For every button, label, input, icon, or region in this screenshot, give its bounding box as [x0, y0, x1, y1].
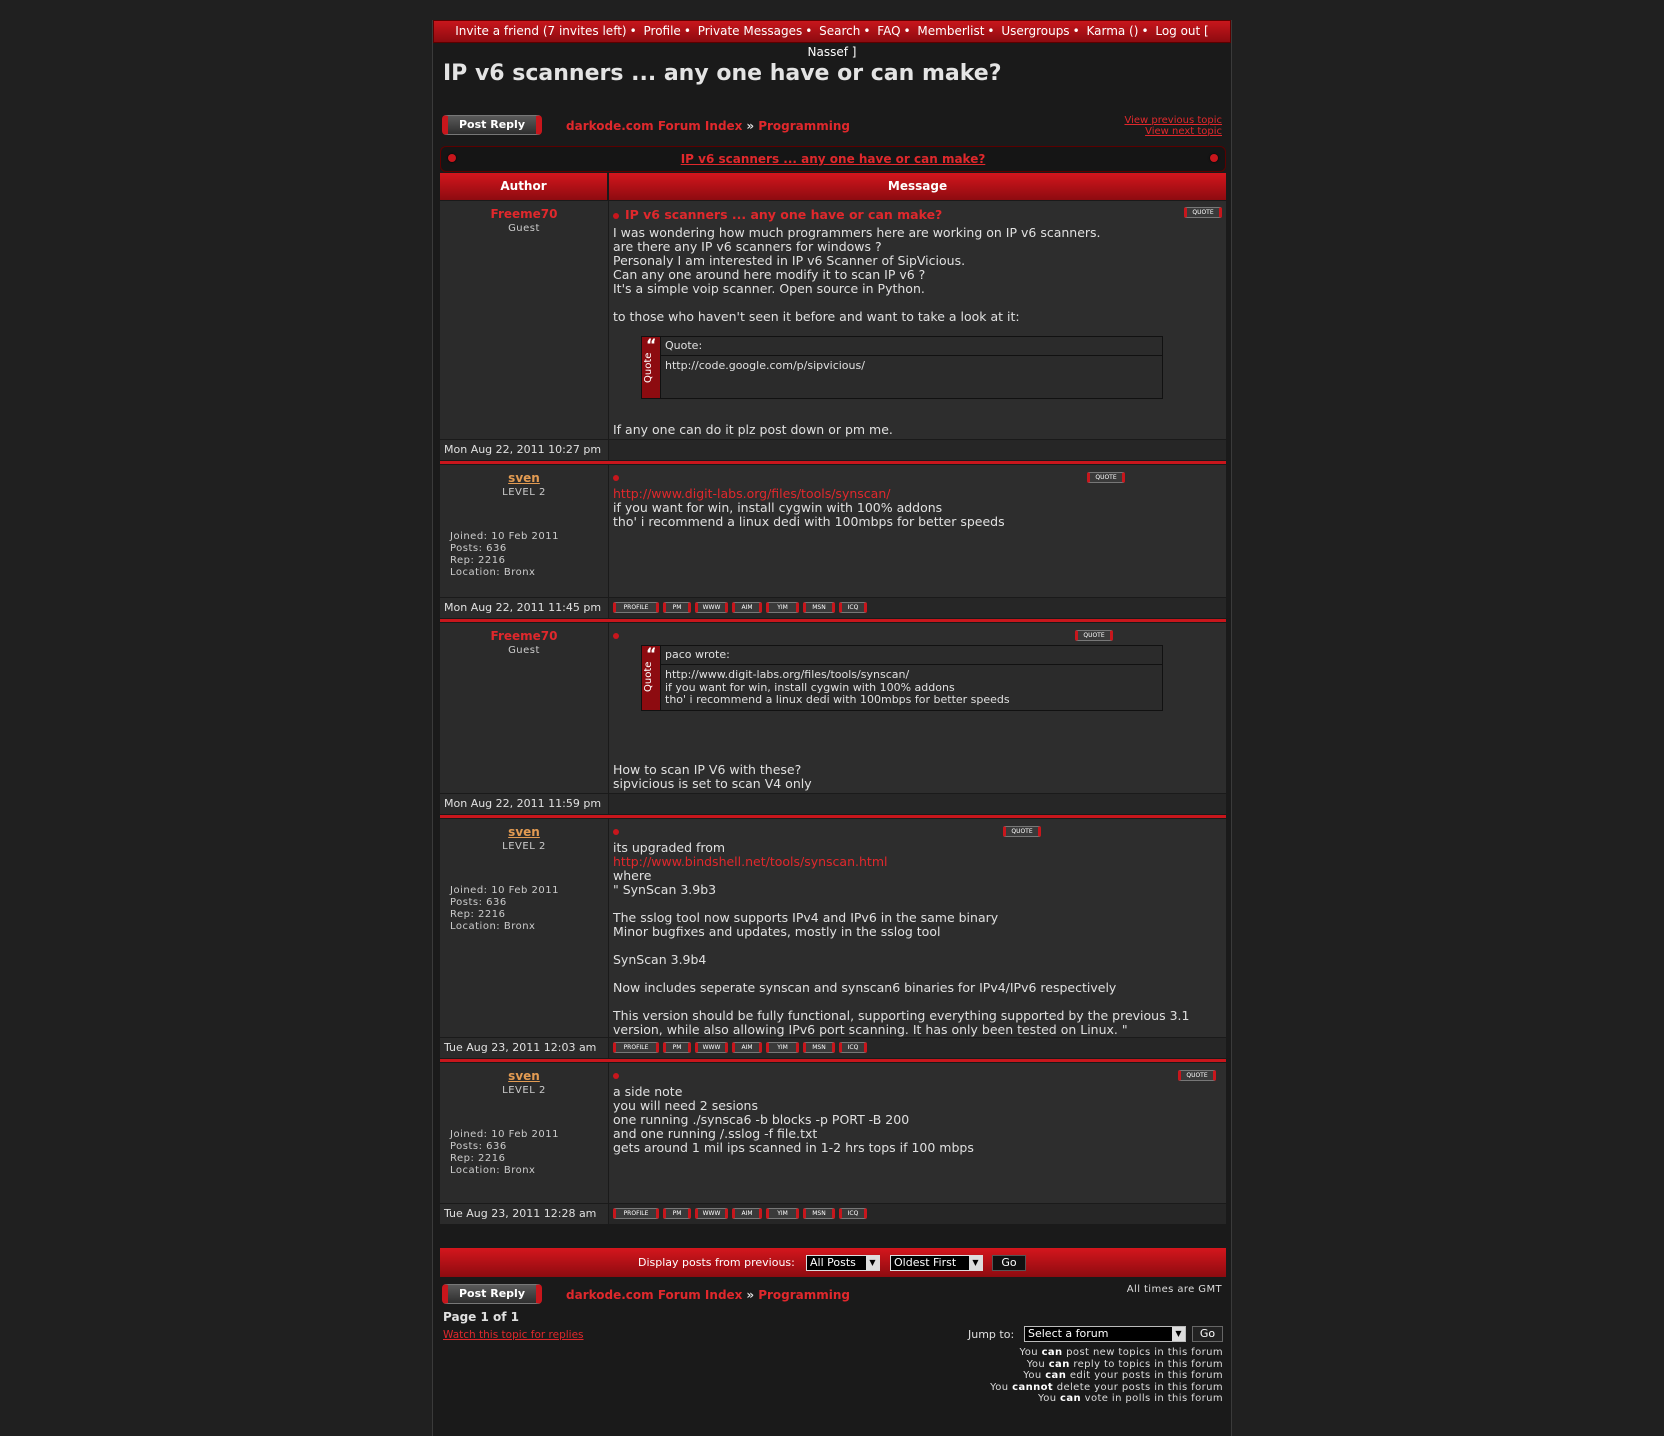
- post-date: Mon Aug 22, 2011 11:59 pm: [440, 794, 608, 814]
- quote-header: paco wrote:: [661, 646, 1162, 665]
- quote-side-label: Quote: [643, 661, 654, 692]
- breadcrumb-forum-index[interactable]: darkode.com Forum Index: [566, 119, 743, 133]
- nav-search[interactable]: Search: [819, 24, 861, 38]
- quote-box: [641, 336, 1163, 399]
- upper-nav-row: [442, 115, 1222, 139]
- post-body-text: if you want for win, install cygwin with 100% addons tho' i recommend a linux dedi with 100mbps for better speeds: [613, 500, 1005, 529]
- breadcrumb-forum-index[interactable]: darkode.com Forum Index: [566, 1288, 743, 1302]
- post-body: I was wondering how much programmers here are working on IP v6 scanners. are there any IP v6 scanners for windows ? Personaly I am interested in IP v6 Scanner of SipVicious. Can any one around here modify it to scan IP v6 ? It's a simple voip scanner. Open source in Python. to those who haven't seen it before and want to take a look at it:: [613, 225, 1101, 324]
- nav-karma[interactable]: Karma (): [1086, 24, 1139, 38]
- top-navigation: Invite a friend (7 invites left) • Profile • Private Messages • Search • FAQ • Memberlist • Usergroups • Karma () • Log out [ Nassef ]: [433, 20, 1231, 43]
- author-location: Location: Bronx: [450, 567, 536, 578]
- permission-line: You can reply to topics in this forum: [1026, 1358, 1223, 1370]
- permission-line: You can edit your posts in this forum: [1023, 1370, 1223, 1381]
- msn-button[interactable]: MSN: [803, 1208, 835, 1219]
- author-rep: Rep: 2216: [450, 555, 506, 566]
- watch-topic-link[interactable]: Watch this topic for replies: [443, 1329, 584, 1341]
- author-column-header: Author: [440, 173, 607, 200]
- post-message-cell: [609, 201, 1226, 439]
- timezone-note: All times are GMT: [1126, 1284, 1222, 1295]
- yim-button[interactable]: YIM: [766, 1208, 799, 1219]
- quote-button[interactable]: QUOTE: [1184, 207, 1222, 218]
- post-body-link-line: [613, 855, 887, 869]
- post-body: its upgraded from: [613, 840, 726, 855]
- breadcrumb-forum[interactable]: Programming: [758, 1288, 851, 1302]
- post-bullet-icon: [613, 829, 619, 835]
- author-posts: Posts: 636: [450, 543, 507, 554]
- post-footer-icons: [609, 440, 1226, 460]
- post-author-details: [450, 1129, 559, 1177]
- post-date: Mon Aug 22, 2011 11:45 pm: [440, 598, 608, 618]
- post-link[interactable]: http://www.digit-labs.org/files/tools/synscan/: [613, 486, 891, 501]
- post-message-cell: [609, 465, 1226, 597]
- post-body-after: How to scan IP V6 with these? sipvicious is set to scan V4 only: [613, 762, 812, 791]
- bar-left-dot: [448, 154, 456, 162]
- quote-box: [641, 645, 1163, 711]
- profile-button[interactable]: PROFILE: [613, 1208, 659, 1219]
- quote-button[interactable]: QUOTE: [1003, 826, 1041, 837]
- nav-usergroups[interactable]: Usergroups: [1001, 24, 1070, 38]
- message-column-header: Message: [609, 173, 1226, 200]
- permission-line: You can vote in polls in this forum: [1038, 1393, 1223, 1404]
- post-date: Tue Aug 23, 2011 12:28 am: [440, 1204, 608, 1224]
- quote-side: [642, 646, 661, 710]
- post-body: a side note you will need 2 sesions one running ./synsca6 -b blocks -p PORT -B 200 and one running /.sslog -f file.txt gets around 1 mil ips scanned in 1-2 hrs tops if 100 mbps: [613, 1084, 974, 1155]
- post-3: [440, 623, 1226, 793]
- post-message-cell: [609, 1063, 1226, 1203]
- post-body: [613, 487, 890, 501]
- post-author-cell: [440, 623, 609, 793]
- post-message-cell: [609, 623, 1226, 793]
- profile-button[interactable]: PROFILE: [613, 1042, 659, 1053]
- topic-title-link[interactable]: IP v6 scanners ... any one have or can make?: [680, 152, 986, 166]
- nav-faq[interactable]: FAQ: [877, 24, 901, 38]
- post-separator: [440, 1059, 1226, 1062]
- page-title: IP v6 scanners ... any one have or can make?: [443, 61, 1002, 86]
- post-author-cell: [440, 201, 609, 439]
- chevron-down-icon: ▼: [866, 1256, 879, 1270]
- post-author-cell: [440, 1063, 609, 1203]
- forum-permissions: [990, 1347, 1223, 1405]
- permission-line: You can post new topics in this forum: [1019, 1347, 1223, 1358]
- display-label: Display posts from previous:: [638, 1256, 795, 1269]
- breadcrumb-bottom: [566, 1288, 850, 1302]
- post-bullet-icon: [613, 1073, 619, 1079]
- post-author-details: [450, 885, 559, 933]
- permission-line: You cannot delete your posts in this forum: [990, 1381, 1223, 1393]
- post-author-name[interactable]: sven: [508, 825, 540, 839]
- breadcrumb-forum[interactable]: Programming: [758, 119, 851, 133]
- quote-body: http://www.digit-labs.org/files/tools/synscan/ if you want for win, install cygwin with 100% addons tho' i recommend a linux dedi with 100mbps for better speeds: [665, 668, 1010, 706]
- lower-nav-row: [442, 1284, 1222, 1308]
- aim-button[interactable]: AIM: [732, 1042, 762, 1053]
- post-body-after: If any one can do it plz post down or pm me.: [613, 422, 893, 437]
- chevron-down-icon: ▼: [969, 1256, 982, 1270]
- author-location: Location: Bronx: [450, 921, 536, 932]
- post-author-name[interactable]: sven: [508, 1069, 540, 1083]
- post-author-name[interactable]: sven: [508, 471, 540, 485]
- post-date: Tue Aug 23, 2011 12:03 am: [440, 1038, 608, 1058]
- yim-button[interactable]: YIM: [766, 602, 799, 613]
- jump-to-select[interactable]: [1024, 1326, 1186, 1342]
- nav-invite[interactable]: Invite a friend (7 invites left): [455, 24, 627, 38]
- breadcrumb: [566, 119, 850, 133]
- post-footer-icons: [609, 1204, 1226, 1224]
- breadcrumb-separator: »: [746, 1288, 755, 1302]
- post-footer: [440, 1038, 1226, 1058]
- post-5: [440, 1063, 1226, 1203]
- post-1: [440, 201, 1226, 439]
- post-separator: [440, 619, 1226, 622]
- icq-button[interactable]: ICQ: [839, 1042, 867, 1053]
- post-separator: [440, 815, 1226, 818]
- author-joined: Joined: 10 Feb 2011: [450, 1129, 559, 1140]
- post-author-details: [450, 531, 559, 579]
- quote-body: http://code.google.com/p/sipvicious/: [665, 359, 865, 372]
- topic-title-bar: [440, 146, 1226, 172]
- nav-private-messages[interactable]: Private Messages: [697, 24, 803, 38]
- author-posts: Posts: 636: [450, 897, 507, 908]
- post-body-after: where " SynScan 3.9b3 The sslog tool now supports IPv4 and IPv6 in the same binary Minor bugfixes and updates, mostly in the sslog tool SynScan 3.9b4 Now includes seperate synscan and synscan6 binaries for IPv4/IPv6 respectively This version should be fully functional, supporting everything supported by the previous 3.1 version, while also allowing IPv6 port scanning. It has only been tested on Linux. ": [613, 868, 1190, 1037]
- sort-order-select[interactable]: [890, 1255, 983, 1271]
- www-button[interactable]: WWW: [695, 602, 728, 613]
- posts-period-value: All Posts: [810, 1256, 856, 1269]
- quote-mark-icon: “: [646, 335, 657, 354]
- author-rep: Rep: 2216: [450, 1153, 506, 1164]
- bar-right-dot: [1210, 154, 1218, 162]
- quote-side-label: Quote: [643, 352, 654, 383]
- post-footer: [440, 1204, 1226, 1224]
- post-author-name: Freeme70: [490, 207, 558, 221]
- post-reply-button-bottom[interactable]: Post Reply: [442, 1284, 542, 1304]
- aim-button[interactable]: AIM: [732, 602, 762, 613]
- post-message-cell: [609, 819, 1226, 1037]
- view-next-topic-link[interactable]: View next topic: [1145, 126, 1222, 137]
- nav-memberlist[interactable]: Memberlist: [917, 24, 985, 38]
- pm-button[interactable]: PM: [663, 1208, 691, 1219]
- yim-button[interactable]: YIM: [766, 1042, 799, 1053]
- profile-button[interactable]: PROFILE: [613, 602, 659, 613]
- post-footer-icons: [609, 1038, 1226, 1058]
- post-subject-text: IP v6 scanners ... any one have or can make?: [625, 207, 943, 222]
- page: [432, 20, 1232, 1436]
- post-bullet-icon: [613, 213, 619, 219]
- post-footer: [440, 598, 1226, 618]
- msn-button[interactable]: MSN: [803, 602, 835, 613]
- page-number: Page 1 of 1: [443, 1310, 519, 1324]
- aim-button[interactable]: AIM: [732, 1208, 762, 1219]
- display-options-bar: [440, 1248, 1226, 1277]
- jump-to-label: Jump to:: [968, 1328, 1015, 1341]
- post-author-rank: Guest: [508, 223, 540, 234]
- post-link[interactable]: http://www.bindshell.net/tools/synscan.html: [613, 854, 888, 869]
- author-joined: Joined: 10 Feb 2011: [450, 531, 559, 542]
- quote-header: Quote:: [661, 337, 1162, 356]
- post-author-rank: Guest: [508, 645, 540, 656]
- post-author-rank: LEVEL 2: [502, 841, 546, 852]
- www-button[interactable]: WWW: [695, 1208, 728, 1219]
- jump-to-value: Select a forum: [1028, 1327, 1109, 1340]
- post-subject: [613, 207, 942, 222]
- post-4: [440, 819, 1226, 1037]
- post-separator: [440, 461, 1226, 464]
- post-footer: [440, 440, 1226, 460]
- display-go-button[interactable]: Go: [992, 1255, 1026, 1271]
- post-footer-icons: [609, 598, 1226, 618]
- author-rep: Rep: 2216: [450, 909, 506, 920]
- pm-button[interactable]: PM: [663, 602, 691, 613]
- quote-mark-icon: “: [646, 644, 657, 663]
- chevron-down-icon: ▼: [1172, 1327, 1185, 1341]
- msn-button[interactable]: MSN: [803, 1042, 835, 1053]
- post-author-cell: [440, 819, 609, 1037]
- breadcrumb-separator: »: [746, 119, 755, 133]
- post-bullet-icon: [613, 633, 619, 639]
- topic-navigation: [1124, 115, 1222, 137]
- post-author-name: Freeme70: [490, 629, 558, 643]
- quote-side: [642, 337, 661, 398]
- icq-button[interactable]: ICQ: [839, 602, 867, 613]
- posts-period-select[interactable]: [806, 1255, 880, 1271]
- nav-logout[interactable]: Log out [ Nassef ]: [807, 24, 1209, 59]
- quote-button[interactable]: QUOTE: [1178, 1070, 1216, 1081]
- nav-profile[interactable]: Profile: [643, 24, 681, 38]
- quote-button[interactable]: QUOTE: [1087, 472, 1125, 483]
- post-bullet-icon: [613, 475, 619, 481]
- post-date: Mon Aug 22, 2011 10:27 pm: [440, 440, 608, 460]
- post-footer-icons: [609, 794, 1226, 814]
- jump-go-button[interactable]: Go: [1192, 1326, 1223, 1342]
- post-footer: [440, 794, 1226, 814]
- quote-button[interactable]: QUOTE: [1075, 630, 1113, 641]
- author-posts: Posts: 636: [450, 1141, 507, 1152]
- www-button[interactable]: WWW: [695, 1042, 728, 1053]
- post-2: [440, 465, 1226, 597]
- post-author-cell: [440, 465, 609, 597]
- post-author-rank: LEVEL 2: [502, 487, 546, 498]
- icq-button[interactable]: ICQ: [839, 1208, 867, 1219]
- pm-button[interactable]: PM: [663, 1042, 691, 1053]
- view-previous-topic-link[interactable]: View previous topic: [1124, 115, 1222, 126]
- author-joined: Joined: 10 Feb 2011: [450, 885, 559, 896]
- sort-order-value: Oldest First: [894, 1256, 957, 1269]
- post-reply-button[interactable]: Post Reply: [442, 115, 542, 135]
- author-location: Location: Bronx: [450, 1165, 536, 1176]
- post-author-rank: LEVEL 2: [502, 1085, 546, 1096]
